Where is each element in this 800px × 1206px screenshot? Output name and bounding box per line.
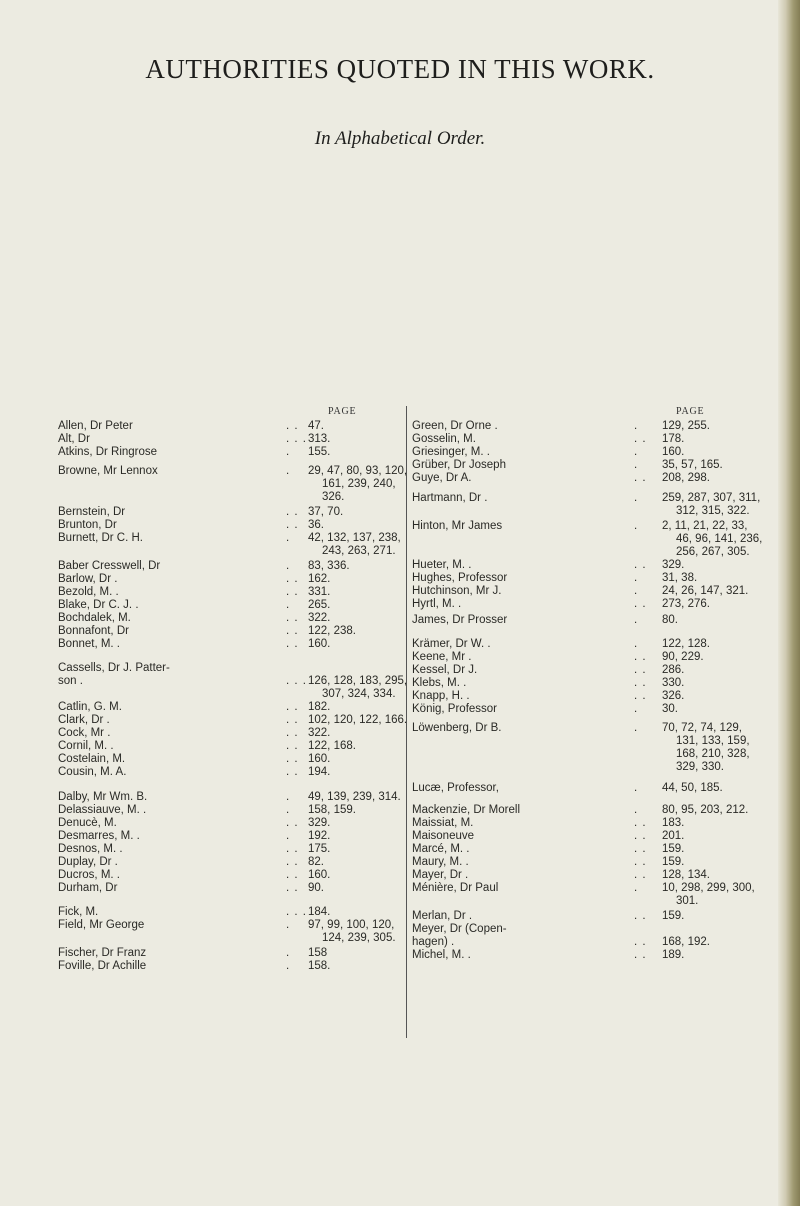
entry-page-line: 70, 72, 74, 129, xyxy=(662,722,742,734)
entry-name: Desmarres, M. . xyxy=(58,830,140,842)
entry-page-line: 322. xyxy=(308,727,331,739)
entry-name: Hartmann, Dr . xyxy=(412,492,488,504)
entry-name: Duplay, Dr . xyxy=(58,856,118,868)
entry-page-line: 265. xyxy=(308,599,331,611)
entry-pages xyxy=(662,690,684,703)
entry-leader-dots: . . xyxy=(634,664,647,676)
entry-page-line: 37, 70. xyxy=(308,506,344,518)
entry-pages xyxy=(308,947,327,960)
entry-pages xyxy=(662,782,723,795)
entry-leader-dots: . . xyxy=(286,612,299,624)
entry-page-line: 184. xyxy=(308,906,331,918)
entry-leader-dots: . . xyxy=(286,856,299,868)
entry-page-line: 49, 139, 239, 314. xyxy=(308,791,401,803)
entry-leader-dots: . xyxy=(634,492,639,504)
entry-leader-dots: . xyxy=(634,614,639,626)
entry-leader-dots: . . . xyxy=(286,675,307,687)
entry-pages xyxy=(662,472,710,485)
entry-name: Mackenzie, Dr Morell xyxy=(412,804,520,816)
entry-pages xyxy=(662,677,684,690)
entry-pages xyxy=(308,638,330,651)
entry-page-line: 160. xyxy=(308,753,331,765)
entry-leader-dots: . . xyxy=(286,766,299,778)
entry-page-line: 330. xyxy=(662,677,685,689)
entry-page-line: 24, 26, 147, 321. xyxy=(662,585,749,597)
page-subtitle: In Alphabetical Order. xyxy=(314,128,486,149)
entry-pages xyxy=(308,882,324,895)
entry-name: Keene, Mr . xyxy=(412,651,472,663)
entry-name: Hinton, Mr James xyxy=(412,520,503,532)
entry-page-line: 131, 133, 159, xyxy=(676,735,750,747)
entry-page-line: 189. xyxy=(662,949,685,961)
entry-page-line: 329. xyxy=(308,817,331,829)
entry-pages xyxy=(662,520,762,559)
entry-name: Green, Dr Orne . xyxy=(412,420,498,432)
entry-leader-dots: . . xyxy=(634,910,647,922)
entry-page-line: 155. xyxy=(308,446,331,458)
entry-pages xyxy=(308,612,330,625)
page-title: AUTHORITIES QUOTED IN THIS WORK. xyxy=(145,54,655,84)
entry-leader-dots: . . xyxy=(634,936,647,948)
entry-page-line: 158 xyxy=(308,947,328,959)
entry-pages xyxy=(662,664,684,677)
entry-name: Field, Mr George xyxy=(58,919,145,931)
entry-page-line: 82. xyxy=(308,856,324,868)
entry-pages xyxy=(662,703,678,716)
entry-leader-dots: . . xyxy=(286,625,299,637)
entry-page-line: 168, 192. xyxy=(662,936,710,948)
entry-leader-dots: . xyxy=(286,791,291,803)
entry-pages xyxy=(308,960,330,973)
entry-name: Costelain, M. xyxy=(58,753,126,765)
entry-page-line: 313. xyxy=(308,433,331,445)
entry-page-line: 83, 336. xyxy=(308,560,350,572)
entry-page-line: 159. xyxy=(662,843,685,855)
entry-page-line: 329, 330. xyxy=(676,761,724,773)
entry-name: Michel, M. . xyxy=(412,949,471,961)
page-edge-shadow xyxy=(778,0,800,1206)
entry-page-line: 46, 96, 141, 236, xyxy=(676,533,763,545)
entry-leader-dots: . xyxy=(634,459,639,471)
entry-pages xyxy=(308,714,407,727)
entry-pages xyxy=(308,766,330,779)
entry-page-line: 256, 267, 305. xyxy=(676,546,750,558)
entry-pages xyxy=(308,586,330,599)
entry-pages xyxy=(662,949,684,962)
entry-name: Mayer, Dr . xyxy=(412,869,469,881)
entry-leader-dots: . . xyxy=(634,598,647,610)
entry-name: Lucæ, Professor, xyxy=(412,782,499,794)
entry-leader-dots: . . . xyxy=(286,906,307,918)
entry-name: Löwenberg, Dr B. xyxy=(412,722,502,734)
entry-page-line: 175. xyxy=(308,843,331,855)
entry-pages xyxy=(662,559,684,572)
entry-pages xyxy=(308,830,330,843)
entry-page-line: 31, 38. xyxy=(662,572,698,584)
entry-name: Cornil, M. . xyxy=(58,740,114,752)
entry-name: Hughes, Professor xyxy=(412,572,508,584)
entry-name: Hueter, M. . xyxy=(412,559,472,571)
entry-name: Allen, Dr Peter xyxy=(58,420,133,432)
entry-page-line: 102, 120, 122, 166. xyxy=(308,714,408,726)
entry-page-line: 35, 57, 165. xyxy=(662,459,723,471)
entry-pages xyxy=(662,856,684,869)
entry-pages xyxy=(308,532,401,558)
entry-page-line: 201. xyxy=(662,830,685,842)
entry-name: Ducros, M. . xyxy=(58,869,120,881)
entry-name: Denucè, M. xyxy=(58,817,117,829)
entry-page-line: 97, 99, 100, 120, xyxy=(308,919,395,931)
entry-pages xyxy=(662,843,684,856)
entry-leader-dots: . . xyxy=(286,506,299,518)
entry-name: Hyrtl, M. . xyxy=(412,598,462,610)
entry-page-line: 47. xyxy=(308,420,324,432)
entry-page-line: 80, 95, 203, 212. xyxy=(662,804,749,816)
entry-leader-dots: . xyxy=(634,804,639,816)
entry-name: Hutchinson, Mr J. xyxy=(412,585,502,597)
entry-leader-dots: . xyxy=(634,703,639,715)
entry-page-line: 158, 159. xyxy=(308,804,356,816)
entry-leader-dots: . . xyxy=(286,843,299,855)
entry-leader-dots: . xyxy=(634,585,639,597)
entry-page-line: 158. xyxy=(308,960,331,972)
entry-page-line: 159. xyxy=(662,856,685,868)
entry-leader-dots: . . xyxy=(634,817,647,829)
entry-name: Bonnafont, Dr xyxy=(58,625,129,637)
entry-leader-dots: . xyxy=(286,919,291,931)
entry-name: Desnos, M. . xyxy=(58,843,123,855)
entry-pages xyxy=(662,869,710,882)
entry-leader-dots: . xyxy=(286,446,291,458)
entry-name: James, Dr Prosser xyxy=(412,614,508,626)
entry-leader-dots: . xyxy=(634,638,639,650)
entry-name: Foville, Dr Achille xyxy=(58,960,147,972)
entry-name: Atkins, Dr Ringrose xyxy=(58,446,158,458)
entry-pages xyxy=(662,446,684,459)
entry-page-line: 44, 50, 185. xyxy=(662,782,723,794)
entry-name: Durham, Dr xyxy=(58,882,118,894)
entry-leader-dots: . . xyxy=(634,843,647,855)
entry-page-line: 160. xyxy=(308,638,331,650)
entry-leader-dots: . xyxy=(634,420,639,432)
entry-leader-dots: . . xyxy=(286,817,299,829)
entry-pages xyxy=(308,906,330,919)
entry-name: Krämer, Dr W. . xyxy=(412,638,491,650)
entry-page-line: 286. xyxy=(662,664,685,676)
entry-leader-dots: . xyxy=(286,465,291,477)
entry-name: son . xyxy=(58,675,83,687)
entry-name: Klebs, M. . xyxy=(412,677,467,689)
entry-pages xyxy=(308,791,401,804)
entry-pages xyxy=(662,722,750,774)
entry-leader-dots: . . xyxy=(286,740,299,752)
entry-name: Fick, M. xyxy=(58,906,99,918)
entry-leader-dots: . . xyxy=(634,651,647,663)
entry-page-line: 259, 287, 307, 311, xyxy=(662,492,761,504)
entry-pages xyxy=(662,830,684,843)
entry-name: Blake, Dr C. J. . xyxy=(58,599,139,611)
entry-name: Knapp, H. . xyxy=(412,690,470,702)
entry-name: Brunton, Dr xyxy=(58,519,117,531)
entry-page-line: 162. xyxy=(308,573,331,585)
entry-leader-dots: . xyxy=(634,446,639,458)
entry-name: Griesinger, M. . xyxy=(412,446,490,458)
entry-leader-dots: . xyxy=(634,882,639,894)
entry-leader-dots: . xyxy=(286,532,291,544)
entry-pages xyxy=(662,614,678,627)
entry-leader-dots: . . xyxy=(634,830,647,842)
entry-leader-dots: . xyxy=(286,830,291,842)
entry-leader-dots: . xyxy=(634,722,639,734)
entry-page-line: 10, 298, 299, 300, xyxy=(662,882,755,894)
entry-leader-dots: . . xyxy=(634,472,647,484)
entry-page-line: 326. xyxy=(662,690,685,702)
entry-name: Alt, Dr xyxy=(58,433,90,445)
entry-name: Gosselin, M. xyxy=(412,433,476,445)
entry-name: Catlin, G. M. xyxy=(58,701,122,713)
entry-page-line: 30. xyxy=(662,703,678,715)
entry-name: Marcé, M. . xyxy=(412,843,470,855)
entry-pages xyxy=(662,882,755,908)
entry-page-line: 301. xyxy=(676,895,699,907)
entry-page-line: 36. xyxy=(308,519,324,531)
entry-leader-dots: . . xyxy=(286,420,299,432)
entry-pages xyxy=(308,433,330,446)
entry-pages xyxy=(662,492,760,518)
entry-page-line: 178. xyxy=(662,433,685,445)
entry-pages xyxy=(308,519,324,532)
entry-leader-dots: . xyxy=(634,782,639,794)
entry-leader-dots: . . xyxy=(286,519,299,531)
entry-name: Bernstein, Dr xyxy=(58,506,126,518)
entry-leader-dots: . . xyxy=(286,586,299,598)
entry-page-line: 312, 315, 322. xyxy=(676,505,750,517)
entry-leader-dots: . xyxy=(286,560,291,572)
entry-page-line: 122, 238. xyxy=(308,625,356,637)
entry-pages xyxy=(308,446,330,459)
entry-page-line: 329. xyxy=(662,559,685,571)
entry-page-line: 129, 255. xyxy=(662,420,710,432)
entry-page-line: 160. xyxy=(662,446,685,458)
entry-page-line: 160. xyxy=(308,869,331,881)
entry-name: Fischer, Dr Franz xyxy=(58,947,147,959)
entry-pages xyxy=(662,910,684,923)
entry-name: Grüber, Dr Joseph xyxy=(412,459,506,471)
entry-pages xyxy=(308,856,324,869)
entry-page-line: 326. xyxy=(322,491,345,503)
entry-name: Cassells, Dr J. Patter- xyxy=(58,662,170,674)
entry-pages xyxy=(662,651,704,664)
entry-name: Kessel, Dr J. xyxy=(412,664,478,676)
entry-name: Bezold, M. . xyxy=(58,586,119,598)
entry-leader-dots: . . xyxy=(286,714,299,726)
entry-leader-dots: . xyxy=(286,599,291,611)
entry-name: Browne, Mr Lennox xyxy=(58,465,158,477)
entry-pages xyxy=(662,459,723,472)
entry-pages xyxy=(308,740,356,753)
entry-leader-dots: . xyxy=(286,960,291,972)
entry-leader-dots: . . xyxy=(286,701,299,713)
entry-name: Maury, M. . xyxy=(412,856,469,868)
entry-pages xyxy=(308,843,330,856)
entry-leader-dots: . . xyxy=(634,677,647,689)
entry-page-line: 80. xyxy=(662,614,678,626)
entry-pages xyxy=(662,572,697,585)
entry-pages xyxy=(662,638,710,651)
entry-pages xyxy=(308,599,330,612)
entry-leader-dots: . xyxy=(286,947,291,959)
entry-pages xyxy=(308,727,330,740)
entry-pages xyxy=(308,506,343,519)
entry-page-line: 331. xyxy=(308,586,331,598)
entry-pages xyxy=(662,598,710,611)
entry-page-line: 307, 324, 334. xyxy=(322,688,396,700)
entry-page-line: 90. xyxy=(308,882,324,894)
entry-page-line: 122, 168. xyxy=(308,740,356,752)
entry-leader-dots: . . . xyxy=(286,433,307,445)
entry-leader-dots: . . xyxy=(286,727,299,739)
entry-name: Dalby, Mr Wm. B. xyxy=(58,791,148,803)
entry-leader-dots: . . xyxy=(634,433,647,445)
entry-name: Cock, Mr . xyxy=(58,727,111,739)
entry-leader-dots: . . xyxy=(634,856,647,868)
entry-page-line: 183. xyxy=(662,817,685,829)
entry-name: Merlan, Dr . xyxy=(412,910,473,922)
entry-page-line: 194. xyxy=(308,766,331,778)
entry-pages xyxy=(662,433,684,446)
entry-page-line: 192. xyxy=(308,830,331,842)
entry-leader-dots: . . xyxy=(634,949,647,961)
entry-pages xyxy=(662,936,710,949)
entry-leader-dots: . xyxy=(286,804,291,816)
entry-page-line: 29, 47, 80, 93, 120, xyxy=(308,465,408,477)
entry-pages xyxy=(308,817,330,830)
page-column-header-left: PAGE xyxy=(328,406,357,417)
page-column-header-right: PAGE xyxy=(676,406,705,417)
entry-pages xyxy=(308,804,356,817)
entry-page-line: 322. xyxy=(308,612,331,624)
entry-pages xyxy=(308,560,350,573)
entry-page-line: 161, 239, 240, xyxy=(322,478,396,490)
entry-leader-dots: . . xyxy=(634,869,647,881)
entry-leader-dots: . . xyxy=(634,559,647,571)
entry-page-line: 243, 263, 271. xyxy=(322,545,396,557)
entry-pages xyxy=(308,675,407,701)
entry-name: Maisoneuve xyxy=(412,830,475,842)
entry-name: Maissiat, M. xyxy=(412,817,474,829)
entry-name: Clark, Dr . xyxy=(58,714,110,726)
entry-name: Delassiauve, M. . xyxy=(58,804,147,816)
entry-pages xyxy=(662,817,684,830)
entry-page-line: 168, 210, 328, xyxy=(676,748,750,760)
entry-page-line: 126, 128, 183, 295, xyxy=(308,675,408,687)
entry-pages xyxy=(308,420,324,433)
entry-leader-dots: . xyxy=(634,572,639,584)
entry-leader-dots: . . xyxy=(286,753,299,765)
entry-leader-dots: . xyxy=(634,520,639,532)
entry-name: Ménière, Dr Paul xyxy=(412,882,499,894)
entry-page-line: 124, 239, 305. xyxy=(322,932,396,944)
entry-name: König, Professor xyxy=(412,703,498,715)
entry-name: Baber Cresswell, Dr xyxy=(58,560,161,572)
entry-name: Guye, Dr A. xyxy=(412,472,472,484)
entry-pages xyxy=(662,420,710,433)
entry-page-line: 182. xyxy=(308,701,331,713)
entry-pages xyxy=(308,625,356,638)
entry-page-line: 128, 134. xyxy=(662,869,710,881)
entry-page-line: 208, 298. xyxy=(662,472,710,484)
entry-leader-dots: . . xyxy=(286,638,299,650)
entry-name: Barlow, Dr . xyxy=(58,573,118,585)
entry-page-line: 273, 276. xyxy=(662,598,710,610)
entry-name: Meyer, Dr (Copen- xyxy=(412,923,507,935)
entry-name: Cousin, M. A. xyxy=(58,766,127,778)
entry-pages xyxy=(662,804,748,817)
entry-pages xyxy=(662,585,748,598)
entry-pages xyxy=(308,753,330,766)
entry-pages xyxy=(308,465,407,504)
entry-page-line: 159. xyxy=(662,910,685,922)
entry-page-line: 2, 11, 21, 22, 33, xyxy=(662,520,748,532)
entry-leader-dots: . . xyxy=(634,690,647,702)
entry-pages xyxy=(308,919,396,945)
entry-pages xyxy=(308,573,330,586)
entry-name: hagen) . xyxy=(412,936,455,948)
entry-name: Bochdalek, M. xyxy=(58,612,131,624)
entry-leader-dots: . . xyxy=(286,869,299,881)
entry-page-line: 122, 128. xyxy=(662,638,710,650)
entry-pages xyxy=(308,701,330,714)
entry-leader-dots: . . xyxy=(286,573,299,585)
entry-page-line: 42, 132, 137, 238, xyxy=(308,532,401,544)
entry-page-line: 90, 229. xyxy=(662,651,704,663)
entry-pages xyxy=(308,869,330,882)
entry-name: Bonnet, M. . xyxy=(58,638,121,650)
entry-name: Burnett, Dr C. H. xyxy=(58,532,143,544)
entry-leader-dots: . . xyxy=(286,882,299,894)
